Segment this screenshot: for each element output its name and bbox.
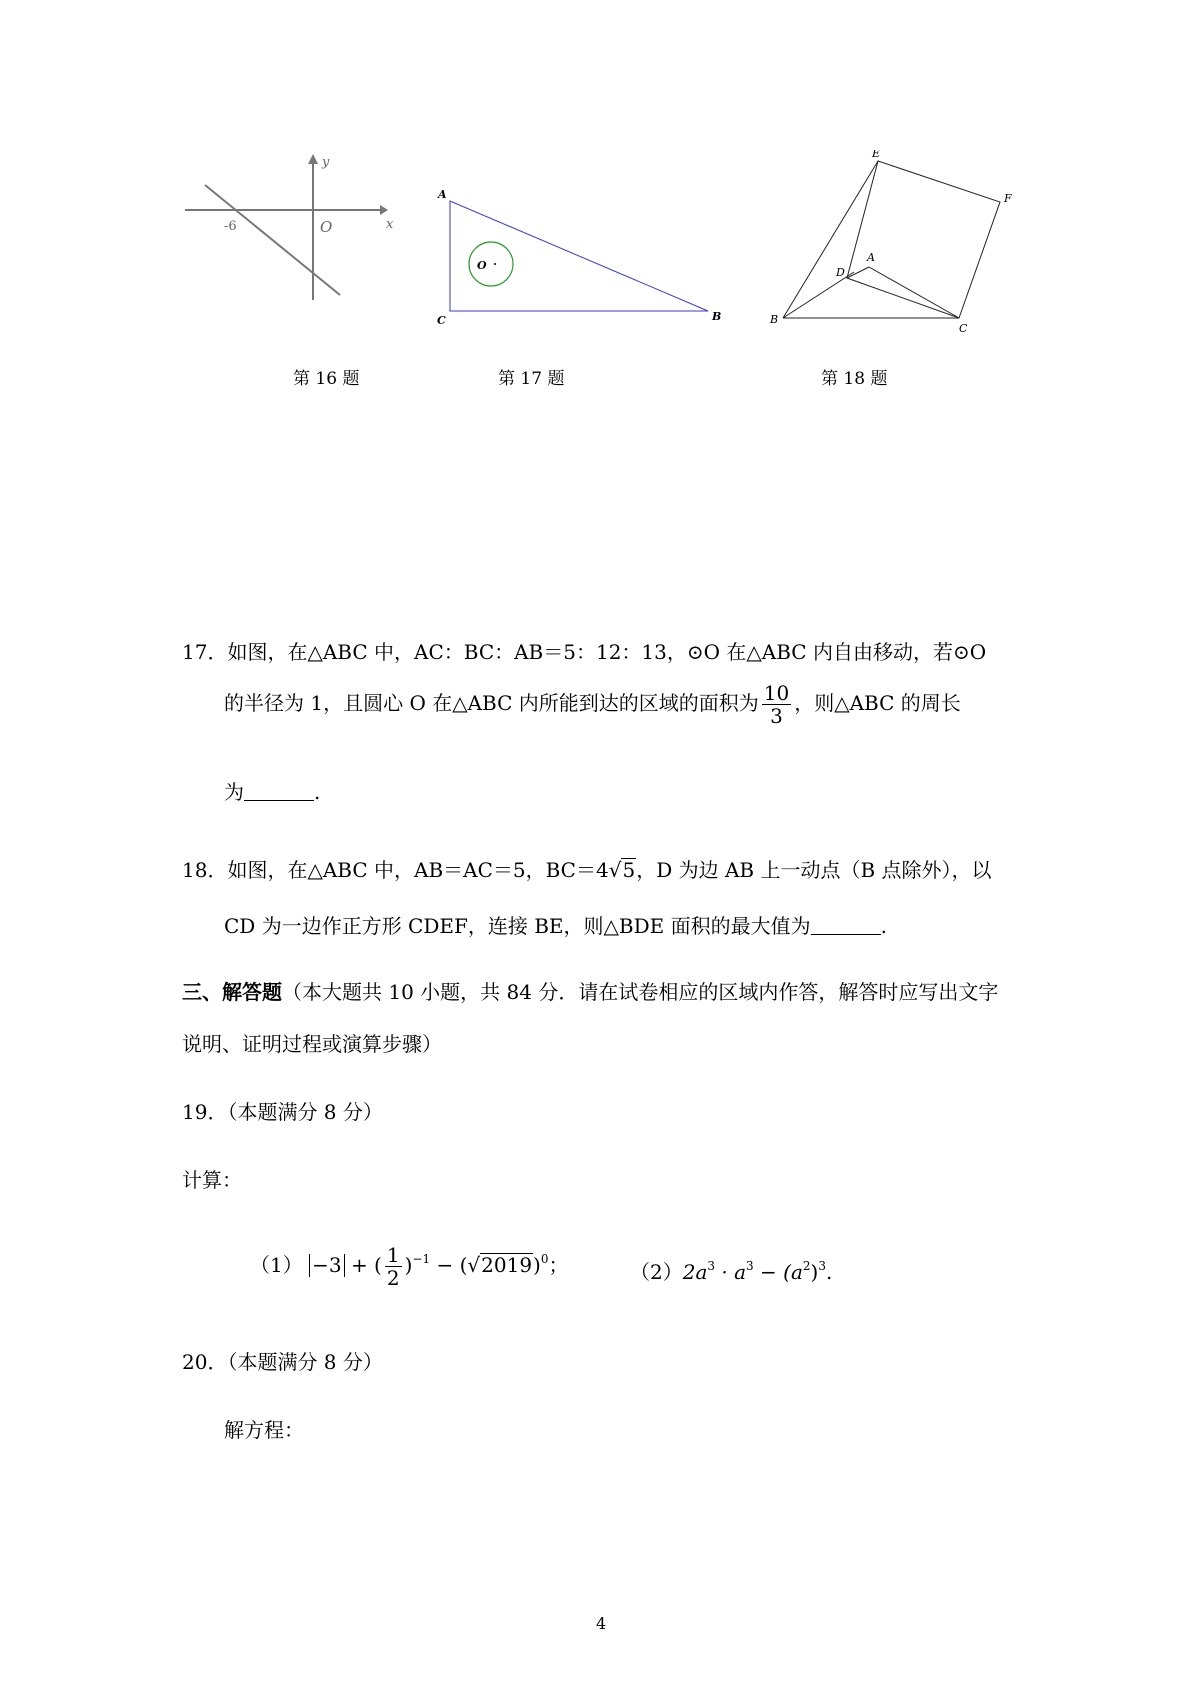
q19-abs: −3 xyxy=(309,1254,344,1277)
q17-fraction xyxy=(762,682,791,727)
q19-frac-num: 1 xyxy=(386,1243,400,1267)
q17-line2-pre: 的半径为 1，且圆心 O 在△ABC 内所能到达的区域的面积为 xyxy=(224,691,759,715)
figure-17 xyxy=(430,180,730,330)
fig18-label-F: F xyxy=(1004,192,1012,205)
q19-part1-close2: ) xyxy=(533,1253,541,1277)
q17-frac-num: 10 xyxy=(763,681,790,705)
q17-answer-blank[interactable] xyxy=(244,784,314,801)
fig16-label-y: y xyxy=(322,155,330,170)
triangle-abc xyxy=(450,201,708,311)
section3-line2: 说明、证明过程或演算步骤） xyxy=(182,1032,442,1056)
figure-16 xyxy=(180,150,400,310)
q17-line2-post: ，则△ABC 的周长 xyxy=(794,691,961,715)
fig18-label-A: A xyxy=(867,251,875,264)
figure-18 xyxy=(760,150,1020,340)
q19-part2 xyxy=(630,1256,832,1285)
q18-line1-pre: 18．如图，在△ABC 中，AB＝AC＝5，BC＝4 xyxy=(182,858,609,882)
q20-prompt: 解方程： xyxy=(224,1418,304,1442)
caption-18: 第 18 题 xyxy=(821,369,888,389)
q19-part1: （1） −3 + ( $\frac{1}{2}$ )$^{-1} - (√2019)^0$； xyxy=(250,1243,569,1290)
q18-line2-pre: CD 为一边作正方形 CDEF，连接 BE，则△BDE 面积的最大值为 xyxy=(224,914,811,938)
q18-line2-post: . xyxy=(880,914,887,938)
q19-part1-minus: − ( xyxy=(430,1253,468,1277)
q19-part1-plus: + ( xyxy=(350,1253,382,1277)
section3-line1 xyxy=(182,976,998,1005)
q18-line2 xyxy=(224,910,887,939)
fig17-label-C: C xyxy=(437,314,446,327)
q17-line3-post: . xyxy=(314,780,321,804)
q19-header: 19．（本题满分 8 分） xyxy=(182,1100,383,1124)
q19-part2-a: 2a xyxy=(682,1260,708,1284)
fig17-label-A: A xyxy=(438,188,447,201)
caption-16: 第 16 题 xyxy=(293,369,360,389)
q19-part2-label: （2） xyxy=(630,1260,683,1284)
page-number: 4 xyxy=(596,1614,607,1633)
q19-frac-den: 2 xyxy=(386,1266,400,1290)
caption-17: 第 17 题 xyxy=(498,369,565,389)
q18-answer-blank[interactable] xyxy=(811,918,881,935)
fig17-label-O: O xyxy=(477,259,487,272)
q18-line1-post: ，D 为边 AB 上一动点（B 点除外），以 xyxy=(636,858,992,882)
q18-line1: 18．如图，在△ABC 中，AB＝AC＝5，BC＝4√5，D 为边 AB 上一动点（B 点除外），以 xyxy=(182,858,992,882)
q20-header: 20．（本题满分 8 分） xyxy=(182,1350,383,1374)
q17-line2 xyxy=(224,682,961,727)
fig18-label-B: B xyxy=(770,313,779,326)
q17-line1: 17．如图，在△ABC 中，AC：BC：AB＝5：12：13，⊙O 在△ABC 内自由移动，若⊙O xyxy=(182,640,987,664)
q19-part2-exp4: 3 xyxy=(818,1259,826,1273)
q19-exp0: 0 xyxy=(540,1252,549,1266)
fig16-label-x: x xyxy=(386,217,394,232)
section3-title: 三、解答题 xyxy=(182,980,282,1004)
fig18-label-D: D xyxy=(836,266,845,279)
fig17-label-B: B xyxy=(712,310,722,323)
fig16-label-neg6: -6 xyxy=(224,219,237,234)
q19-part2-exp2: 3 xyxy=(746,1259,754,1273)
q19-part1-label: （1） xyxy=(250,1253,303,1277)
q17-frac-den: 3 xyxy=(770,704,783,728)
q19-part2-c: − (a xyxy=(753,1260,803,1284)
q18-sqrt: 5 xyxy=(622,858,636,882)
q17-line3 xyxy=(224,776,320,805)
circle-o xyxy=(469,242,513,286)
q19-part2-exp3: 2 xyxy=(802,1259,811,1273)
q19-part2-b: · a xyxy=(715,1260,747,1284)
q19-part1-end: ； xyxy=(548,1253,569,1277)
q19-part2-end: . xyxy=(825,1260,833,1284)
q19-part2-exp1: 3 xyxy=(707,1259,716,1273)
q19-part2-d: ) xyxy=(810,1260,819,1284)
q19-sqrt: 2019 xyxy=(481,1253,533,1277)
fig18-label-E: E xyxy=(872,150,881,160)
q19-frac xyxy=(385,1244,402,1289)
fig16-label-origin: O xyxy=(320,218,333,236)
q19-part1-close: ) xyxy=(404,1253,413,1277)
q19-prompt: 计算： xyxy=(182,1168,242,1192)
q19-exp1: −1 xyxy=(412,1252,431,1266)
q17-line3-pre: 为 xyxy=(224,780,244,804)
fig18-label-C: C xyxy=(959,322,968,335)
section3-line1-rest: （本大题共 10 小题，共 84 分．请在试卷相应的区域内作答，解答时应写出文字 xyxy=(282,980,999,1004)
